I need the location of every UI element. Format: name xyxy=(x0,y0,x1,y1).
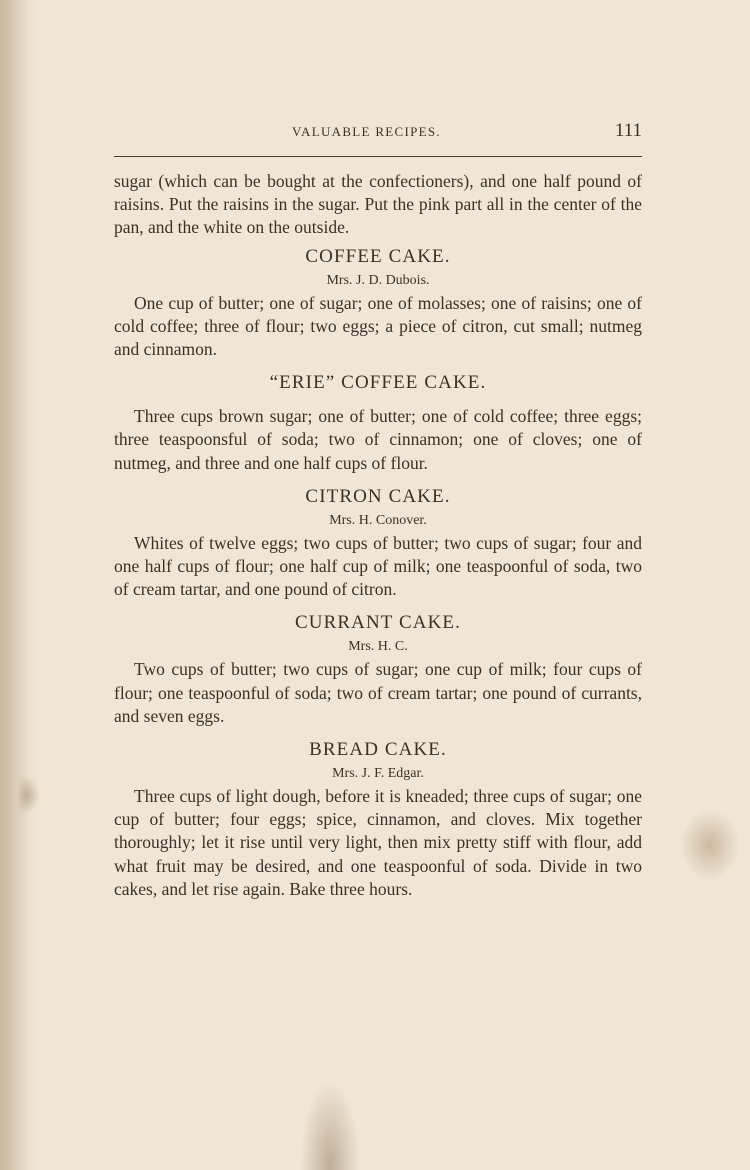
recipe-text-coffee-cake: One cup of butter; one of sugar; one of molasses; one of raisins; one of cold coffee; three of flour; two eggs; a piece of citron, cut small; nutmeg and cinnamon. xyxy=(114,292,642,360)
recipe-title-currant-cake: CURRANT CAKE. xyxy=(295,612,461,634)
recipe-title-coffee-cake: COFFEE CAKE. xyxy=(305,245,451,267)
recipe-text-currant-cake: Two cups of butter; two cups of sugar; one cup of milk; four cups of flour; one teaspoonful of soda; two of cream tartar; one pound of currants, and seven eggs. xyxy=(114,659,642,726)
recipe-text-erie-coffee-cake: Three cups brown sugar; one of butter; one of cold coffee; three eggs; three teaspoonsful of soda; two of cinnamon; one of cloves; one of nutmeg, and three and one half cups of flour. xyxy=(114,406,642,473)
page-content xyxy=(114,170,642,901)
recipe-author-coffee-cake: Mrs. J. D. Dubois. xyxy=(326,272,430,288)
recipe-text-citron-cake: Whites of twelve eggs; two cups of butter; two cups of sugar; four and one half cups of flour; one half cup of milk; one teaspoonful of soda, two of cream tartar, and one pound of citron. xyxy=(114,532,642,600)
page-number: 111 xyxy=(614,120,642,141)
recipe-title-citron-cake: CITRON CAKE. xyxy=(305,485,451,507)
recipe-text-bread-cake: Three cups of light dough, before it is kneaded; three cups of sugar; one cup of butter; four eggs; spice, cinnamon, and cloves. Mix together thoroughly; let it rise until very light, then mix pretty stiff with flour, add what fruit may be desired, and one teaspoonful of soda. Divide in two cakes, and let rise again. Bake three hours. xyxy=(114,786,642,899)
intro-paragraph: sugar (which can be bought at the confectioners), and one half pound of raisins. Put the raisins in the sugar. Put the pink part all in the center of the pan, and the white on the outside. xyxy=(114,171,642,238)
page-gutter xyxy=(0,0,28,1170)
running-head: VALUABLE RECIPES. xyxy=(292,124,441,139)
page-header xyxy=(114,120,642,144)
recipe-author-citron-cake: Mrs. H. Conover. xyxy=(329,512,427,528)
recipe-title-erie-coffee-cake: “ERIE” COFFEE CAKE. xyxy=(269,372,487,394)
recipe-title-bread-cake: BREAD CAKE. xyxy=(309,739,447,761)
header-rule xyxy=(114,156,642,157)
recipe-author-bread-cake: Mrs. J. F. Edgar. xyxy=(332,766,424,782)
recipe-author-currant-cake: Mrs. H. C. xyxy=(348,639,408,655)
